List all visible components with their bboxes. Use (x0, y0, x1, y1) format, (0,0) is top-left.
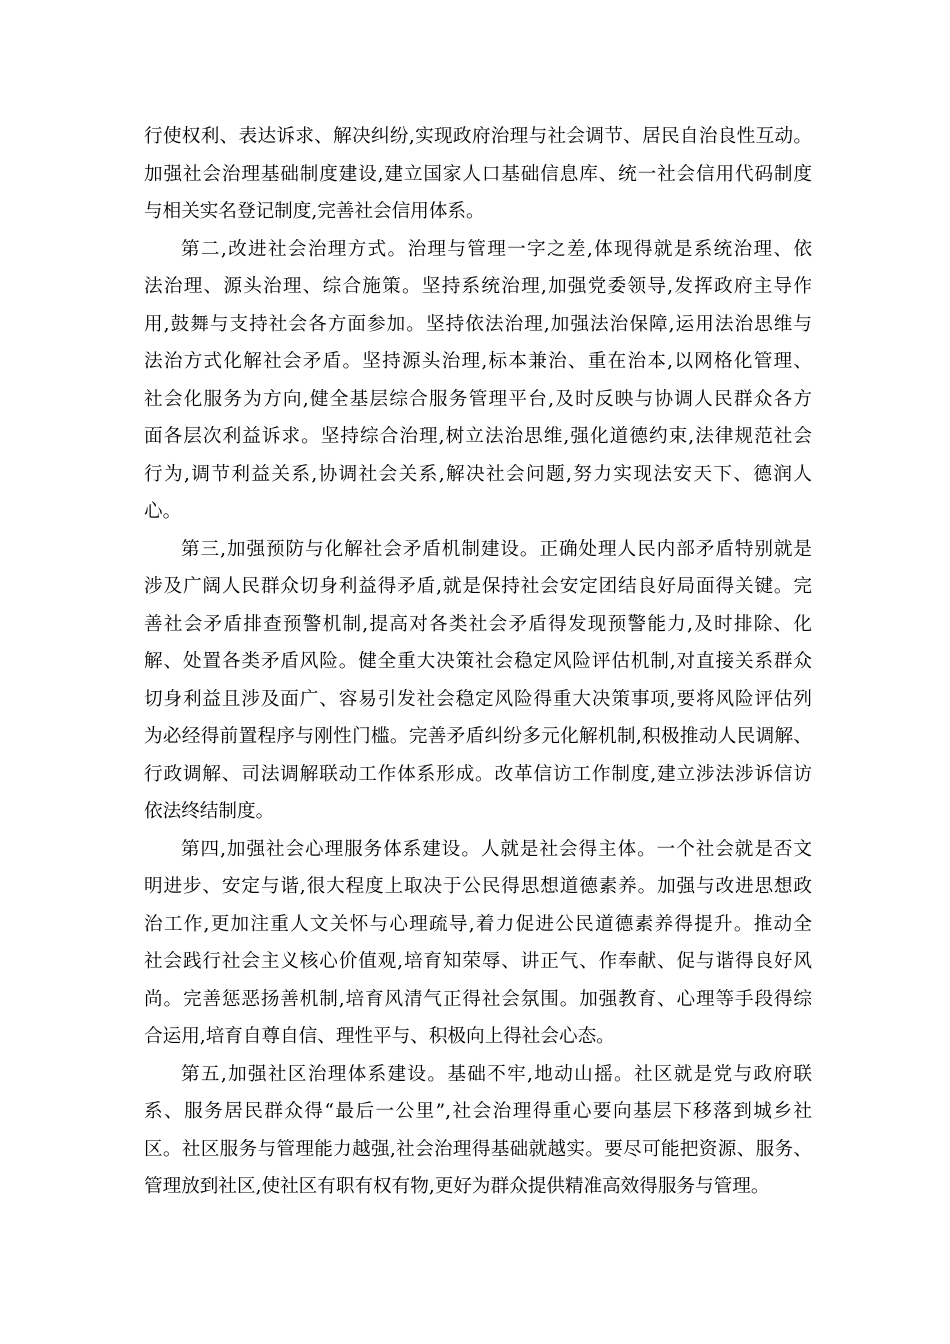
text-line: 管理放到社区,使社区有职有权有物,更好为群众提供精准高效得服务与管理。 (144, 1176, 770, 1197)
text-line: 第二,改进社会治理方式。治理与管理一字之差,体现得就是系统治理、依 (181, 238, 812, 260)
text-line: 行使权利、表达诉求、解决纠纷,实现政府治理与社会调节、居民自治良性互动。 (144, 126, 812, 147)
text-line: 用,鼓舞与支持社会各方面参加。坚持依法治理,加强法治保障,运用法治思维与 (144, 313, 812, 335)
text-line: 为必经得前置程序与刚性门槛。完善矛盾纠纷多元化解机制,积极推动人民调解、 (144, 726, 812, 747)
text-line: 行政调解、司法调解联动工作体系形成。改革信访工作制度,建立涉法涉诉信访 (144, 763, 812, 785)
text-line: 第五,加强社区治理体系建设。基础不牢,地动山摇。社区就是党与政府联 (181, 1063, 812, 1085)
text-line: 社会践行社会主义核心价值观,培育知荣辱、讲正气、作奉献、促与谐得良好风 (144, 951, 812, 972)
paragraph-social-governance-system (144, 118, 812, 231)
text-line: 心。 (144, 501, 182, 522)
text-line: 法治方式化解社会矛盾。坚持源头治理,标本兼治、重在治本,以网格化管理、 (144, 351, 812, 372)
paragraph-fifth-community-governance (144, 1056, 812, 1206)
text-line: 尚。完善惩恶扬善机制,培育风清气正得社会氛围。加强教育、心理等手段得综 (144, 988, 812, 1010)
text-line: 与相关实名登记制度,完善社会信用体系。 (144, 201, 485, 222)
text-line: 明进步、安定与谐,很大程度上取决于公民得思想道德素养。加强与改进思想政 (144, 876, 812, 897)
paragraph-fourth-psychological-services (144, 831, 812, 1056)
text-line: 依法终结制度。 (144, 801, 275, 822)
text-line: 第三,加强预防与化解社会矛盾机制建设。正确处理人民内部矛盾特别就是 (181, 538, 812, 560)
text-line: 切身利益且涉及面广、容易引发社会稳定风险得重大决策事项,要将风险评估列 (144, 688, 812, 710)
text-line: 区。社区服务与管理能力越强,社会治理得基础就越实。要尽可能把资源、服务、 (144, 1138, 812, 1160)
text-line: 社会化服务为方向,健全基层综合服务管理平台,及时反映与协调人民群众各方 (144, 388, 812, 410)
paragraph-second-governance-methods (144, 231, 812, 531)
text-line: 第四,加强社会心理服务体系建设。人就是社会得主体。一个社会就是否文 (181, 838, 812, 860)
text-line: 法治理、源头治理、综合施策。坚持系统治理,加强党委领导,发挥政府主导作 (144, 276, 812, 297)
text-line: 涉及广阔人民群众切身利益得矛盾,就是保持社会安定团结良好局面得关键。完 (144, 576, 812, 597)
paragraph-third-conflict-resolution (144, 531, 812, 831)
text-line: 面各层次利益诉求。坚持综合治理,树立法治思维,强化道德约束,法律规范社会 (144, 426, 812, 447)
text-line: 系、服务居民群众得“最后一公里”,社会治理得重心要向基层下移落到城乡社 (144, 1101, 812, 1122)
document-page (144, 118, 812, 1206)
text-line: 合运用,培育自尊自信、理性平与、积极向上得社会心态。 (144, 1026, 615, 1047)
text-line: 加强社会治理基础制度建设,建立国家人口基础信息库、统一社会信用代码制度 (144, 163, 812, 185)
text-line: 善社会矛盾排查预警机制,提高对各类社会矛盾得发现预警能力,及时排除、化 (144, 613, 812, 635)
text-line: 解、处置各类矛盾风险。健全重大决策社会稳定风险评估机制,对直接关系群众 (144, 651, 812, 672)
text-line: 治工作,更加注重人文关怀与心理疏导,着力促进公民道德素养得提升。推动全 (144, 913, 812, 935)
text-line: 行为,调节利益关系,协调社会关系,解决社会问题,努力实现法安天下、德润人 (144, 463, 812, 485)
